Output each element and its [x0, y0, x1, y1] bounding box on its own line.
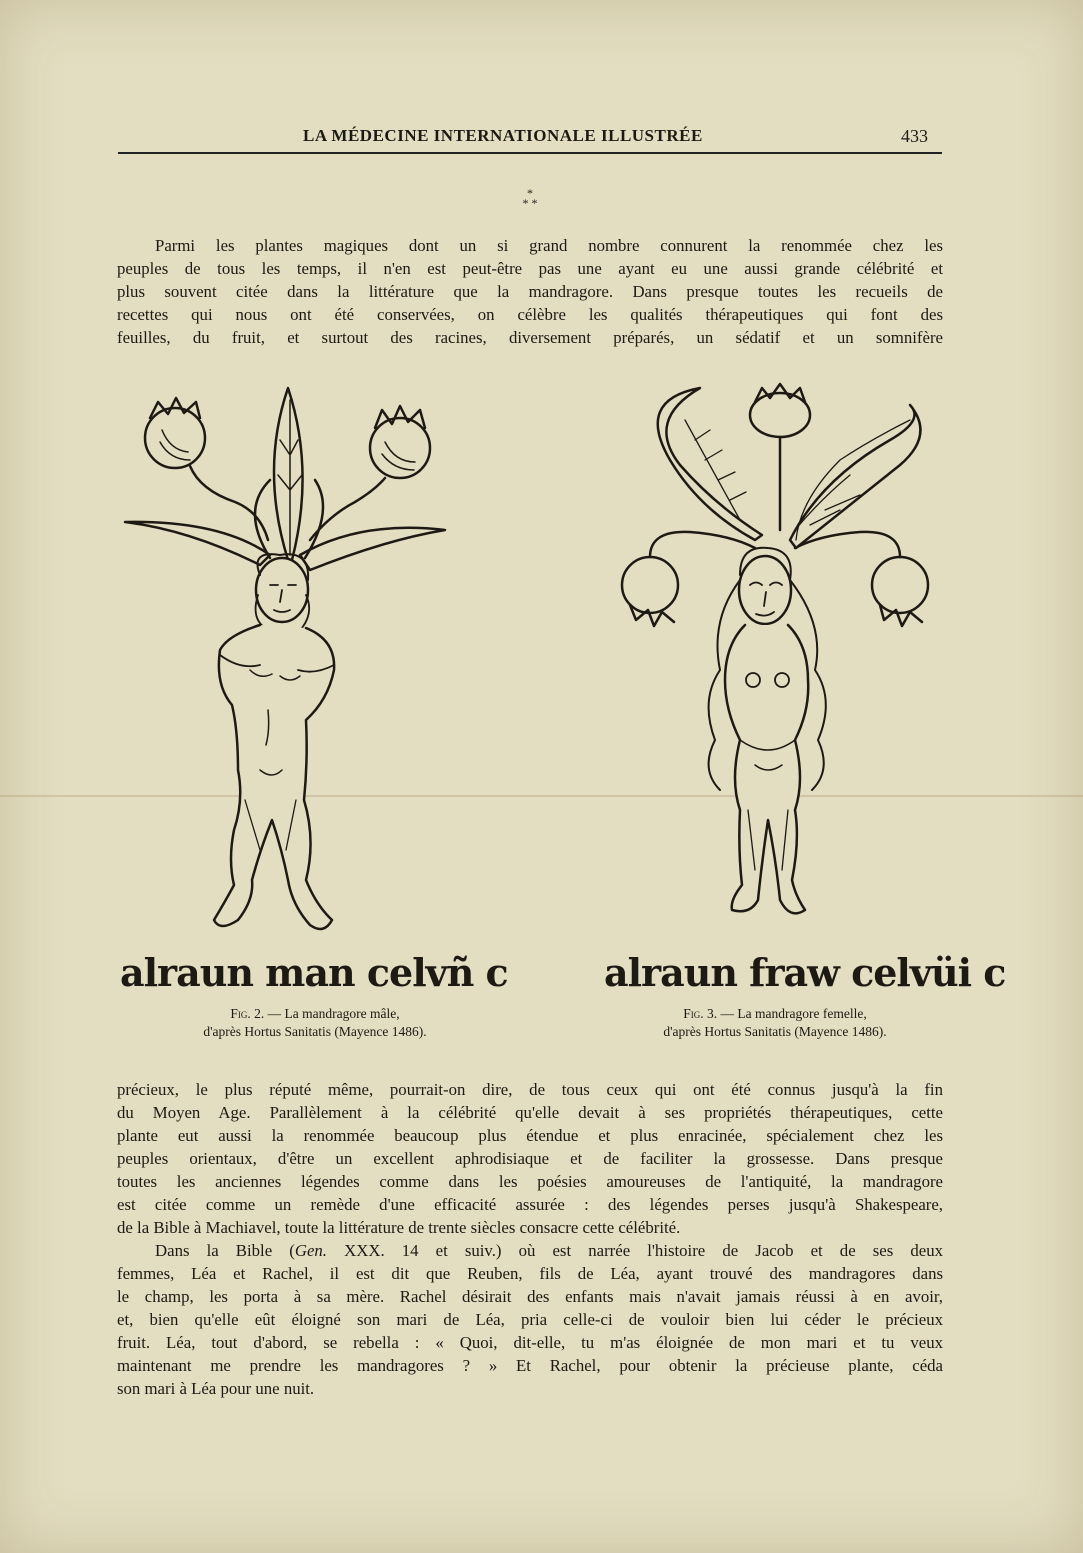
text-line: son mari à Léa pour une nuit. — [117, 1379, 315, 1398]
running-header — [118, 122, 942, 152]
asterism — [490, 188, 570, 208]
figure-number: Fig. 3. — [683, 1006, 718, 1021]
figure-caption — [630, 1005, 920, 1041]
text-fragment: XXX. 14 et suiv.) où est narrée l'histoire de Jacob et de ses deux — [327, 1241, 943, 1260]
caption-line-1 — [180, 1005, 450, 1023]
text-line: du Moyen Age. Parallèlement à la célébrité qu'elle devait à ses propriétés thérapeutiques, cette — [117, 1103, 943, 1122]
text-line: Parmi les plantes magiques dont un si grand nombre connurent la renommée chez les — [155, 236, 943, 255]
text-line: et, bien qu'elle eût éloigné son mari de Léa, pria celle-ci de vouloir bien lui céder le précieux — [117, 1310, 943, 1329]
text-fragment: Dans la Bible ( — [155, 1241, 295, 1260]
text-line: peuples orientaux, d'être un excellent aphrodisiaque et de faciliter la grossesse. Dans presque — [117, 1149, 943, 1168]
text-line: fruit. Léa, tout d'abord, se rebella : « Quoi, dit-elle, tu m'as éloignée de mon mari et tu veux — [117, 1333, 943, 1352]
figure-female-mandrake — [590, 380, 1006, 1060]
caption-text: — La mandragore mâle, — [264, 1006, 400, 1021]
caption-line-1 — [630, 1005, 920, 1023]
figure-caption — [180, 1005, 450, 1041]
text-line: femmes, Léa et Rachel, il est dit que Reuben, fils de Léa, ayant trouvé des mandragores dans — [117, 1264, 943, 1283]
text-line: est citée comme un remède d'une efficacité assurée : des légendes perses jusqu'à Shakespeare, — [117, 1195, 943, 1214]
page-number: 433 — [901, 126, 928, 146]
text-line: plante eut aussi la renommée beaucoup plus étendue et plus enracinée, spécialement chez les — [117, 1126, 943, 1145]
gothic-label: alraun fraw celvüi c — [604, 950, 1006, 995]
figure-male-mandrake — [110, 380, 508, 1060]
female-mandrake-woodcut — [590, 380, 950, 950]
text-line: précieux, le plus réputé même, pourrait-on dire, de tous ceux qui ont été connus jusqu'à la fin — [117, 1080, 943, 1099]
figure-number: Fig. 2. — [230, 1006, 265, 1021]
text-line: peuples de tous les temps, il n'en est peut-être pas une ayant eu une aussi grande célébrité et — [117, 259, 943, 278]
text-line: de la Bible à Machiavel, toute la littérature de trente siècles consacre cette célébrité. — [117, 1218, 681, 1237]
header-rule — [118, 152, 942, 154]
intro-paragraph — [117, 234, 943, 349]
bible-paragraph — [117, 1239, 943, 1400]
body-paragraph — [117, 1078, 943, 1239]
caption-line-2: d'après Hortus Sanitatis (Mayence 1486). — [203, 1024, 427, 1039]
text-line: toutes les anciennes légendes comme dans les poésies amoureuses de l'antiquité, la mandragore — [117, 1172, 943, 1191]
text-line: plus souvent citée dans la littérature que la mandragore. Dans presque toutes les recueils de — [117, 282, 943, 301]
text-line: feuilles, du fruit, et surtout des racines, diversement préparés, un sédatif et un somnifère — [117, 328, 943, 347]
text-line — [117, 1239, 943, 1262]
journal-title: LA MÉDECINE INTERNATIONALE ILLUSTRÉE — [303, 126, 703, 145]
asterism-bottom: * * — [522, 196, 538, 210]
asterism-top: * — [527, 186, 533, 200]
text-line: recettes qui nous ont été conservées, on célèbre les qualités thérapeutiques qui font des — [117, 305, 943, 324]
text-line: maintenant me prendre les mandragores ? » Et Rachel, pour obtenir la précieuse plante, céda — [117, 1356, 943, 1375]
male-mandrake-woodcut — [110, 380, 470, 950]
caption-text: — La mandragore femelle, — [717, 1006, 867, 1021]
gothic-label: alraun man celvñ c — [120, 950, 508, 995]
text-line: le champ, les porta à sa mère. Rachel désirait des enfants mais n'avait jamais réussi à en avoir, — [117, 1287, 943, 1306]
caption-line-2: d'après Hortus Sanitatis (Mayence 1486). — [663, 1024, 887, 1039]
bible-reference: Gen. — [294, 1241, 327, 1260]
